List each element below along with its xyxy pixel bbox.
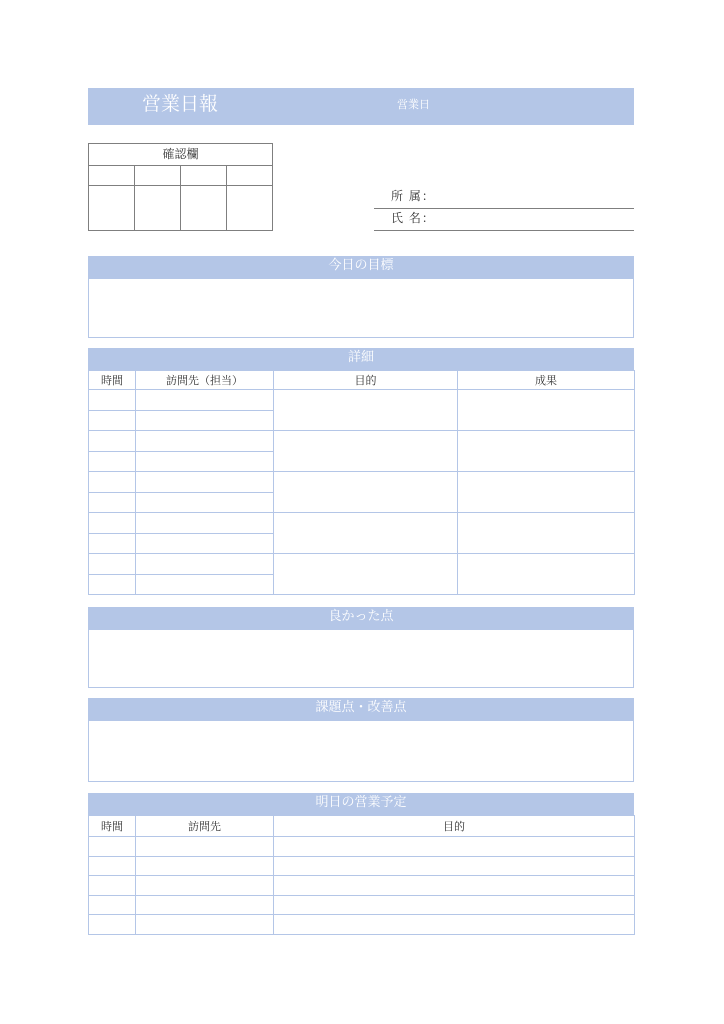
details-result-cell[interactable] bbox=[458, 554, 635, 595]
details-table bbox=[88, 370, 635, 595]
tomorrow-col-purpose: 目的 bbox=[274, 816, 635, 837]
tomorrow-col-time: 時間 bbox=[89, 816, 136, 837]
details-time-cell[interactable] bbox=[89, 390, 136, 411]
details-purpose-cell[interactable] bbox=[274, 472, 458, 513]
details-time-cell[interactable] bbox=[89, 554, 136, 575]
tomorrow-visit-cell[interactable] bbox=[136, 857, 274, 876]
tomorrow-time-cell[interactable] bbox=[89, 837, 136, 857]
details-time-cell[interactable] bbox=[89, 493, 136, 513]
confirm-stamp-cell[interactable] bbox=[227, 187, 272, 230]
tomorrow-time-cell[interactable] bbox=[89, 896, 136, 915]
details-purpose-cell[interactable] bbox=[274, 513, 458, 554]
tomorrow-col-visit: 訪問先 bbox=[136, 816, 274, 837]
tomorrow-header: 明日の営業予定 bbox=[88, 793, 634, 815]
details-col-result: 成果 bbox=[458, 371, 635, 390]
page-title: 営業日報 bbox=[142, 93, 219, 115]
details-visit-cell[interactable] bbox=[136, 411, 274, 431]
issues-input-area[interactable] bbox=[88, 720, 634, 782]
details-visit-cell[interactable] bbox=[136, 431, 274, 452]
goal-input-area[interactable] bbox=[88, 278, 634, 338]
goal-header: 今日の目標 bbox=[88, 256, 634, 278]
details-purpose-cell[interactable] bbox=[274, 554, 458, 595]
tomorrow-time-cell[interactable] bbox=[89, 915, 136, 935]
details-purpose-cell[interactable] bbox=[274, 431, 458, 472]
business-date-label[interactable]: 営業日 bbox=[397, 98, 430, 111]
details-visit-cell[interactable] bbox=[136, 493, 274, 513]
details-col-visit: 訪問先（担当） bbox=[136, 371, 274, 390]
tomorrow-purpose-cell[interactable] bbox=[274, 837, 635, 857]
details-visit-cell[interactable] bbox=[136, 513, 274, 534]
affiliation-label: 所 属： bbox=[391, 189, 435, 203]
affiliation-field[interactable] bbox=[440, 188, 630, 206]
details-visit-cell[interactable] bbox=[136, 534, 274, 554]
tomorrow-visit-cell[interactable] bbox=[136, 915, 274, 935]
details-visit-cell[interactable] bbox=[136, 554, 274, 575]
tomorrow-purpose-cell[interactable] bbox=[274, 896, 635, 915]
details-visit-cell[interactable] bbox=[136, 575, 274, 595]
details-time-cell[interactable] bbox=[89, 534, 136, 554]
name-field[interactable] bbox=[440, 210, 630, 228]
details-result-cell[interactable] bbox=[458, 431, 635, 472]
tomorrow-purpose-cell[interactable] bbox=[274, 857, 635, 876]
details-visit-cell[interactable] bbox=[136, 390, 274, 411]
name-label: 氏 名： bbox=[391, 211, 435, 225]
confirm-stamp-cell[interactable] bbox=[181, 187, 226, 230]
tomorrow-visit-cell[interactable] bbox=[136, 837, 274, 857]
tomorrow-table bbox=[88, 815, 635, 935]
name-underline bbox=[374, 230, 634, 231]
details-time-cell[interactable] bbox=[89, 513, 136, 534]
details-time-cell[interactable] bbox=[89, 452, 136, 472]
good-points-input-area[interactable] bbox=[88, 629, 634, 688]
details-col-time: 時間 bbox=[89, 371, 136, 390]
details-header: 詳細 bbox=[88, 348, 634, 370]
confirm-stamp-cell[interactable] bbox=[135, 187, 180, 230]
details-time-cell[interactable] bbox=[89, 411, 136, 431]
tomorrow-visit-cell[interactable] bbox=[136, 896, 274, 915]
details-col-purpose: 目的 bbox=[274, 371, 458, 390]
confirm-stamp-cell[interactable] bbox=[89, 187, 134, 230]
confirm-title: 確認欄 bbox=[88, 143, 273, 166]
affiliation-underline bbox=[374, 208, 634, 209]
tomorrow-visit-cell[interactable] bbox=[136, 876, 274, 896]
tomorrow-time-cell[interactable] bbox=[89, 876, 136, 896]
details-time-cell[interactable] bbox=[89, 431, 136, 452]
details-visit-cell[interactable] bbox=[136, 452, 274, 472]
details-purpose-cell[interactable] bbox=[274, 390, 458, 431]
good-points-header: 良かった点 bbox=[88, 607, 634, 629]
details-result-cell[interactable] bbox=[458, 513, 635, 554]
tomorrow-purpose-cell[interactable] bbox=[274, 876, 635, 896]
details-visit-cell[interactable] bbox=[136, 472, 274, 493]
tomorrow-purpose-cell[interactable] bbox=[274, 915, 635, 935]
details-time-cell[interactable] bbox=[89, 575, 136, 595]
details-result-cell[interactable] bbox=[458, 390, 635, 431]
details-time-cell[interactable] bbox=[89, 472, 136, 493]
details-result-cell[interactable] bbox=[458, 472, 635, 513]
issues-header: 課題点・改善点 bbox=[88, 698, 634, 720]
tomorrow-time-cell[interactable] bbox=[89, 857, 136, 876]
